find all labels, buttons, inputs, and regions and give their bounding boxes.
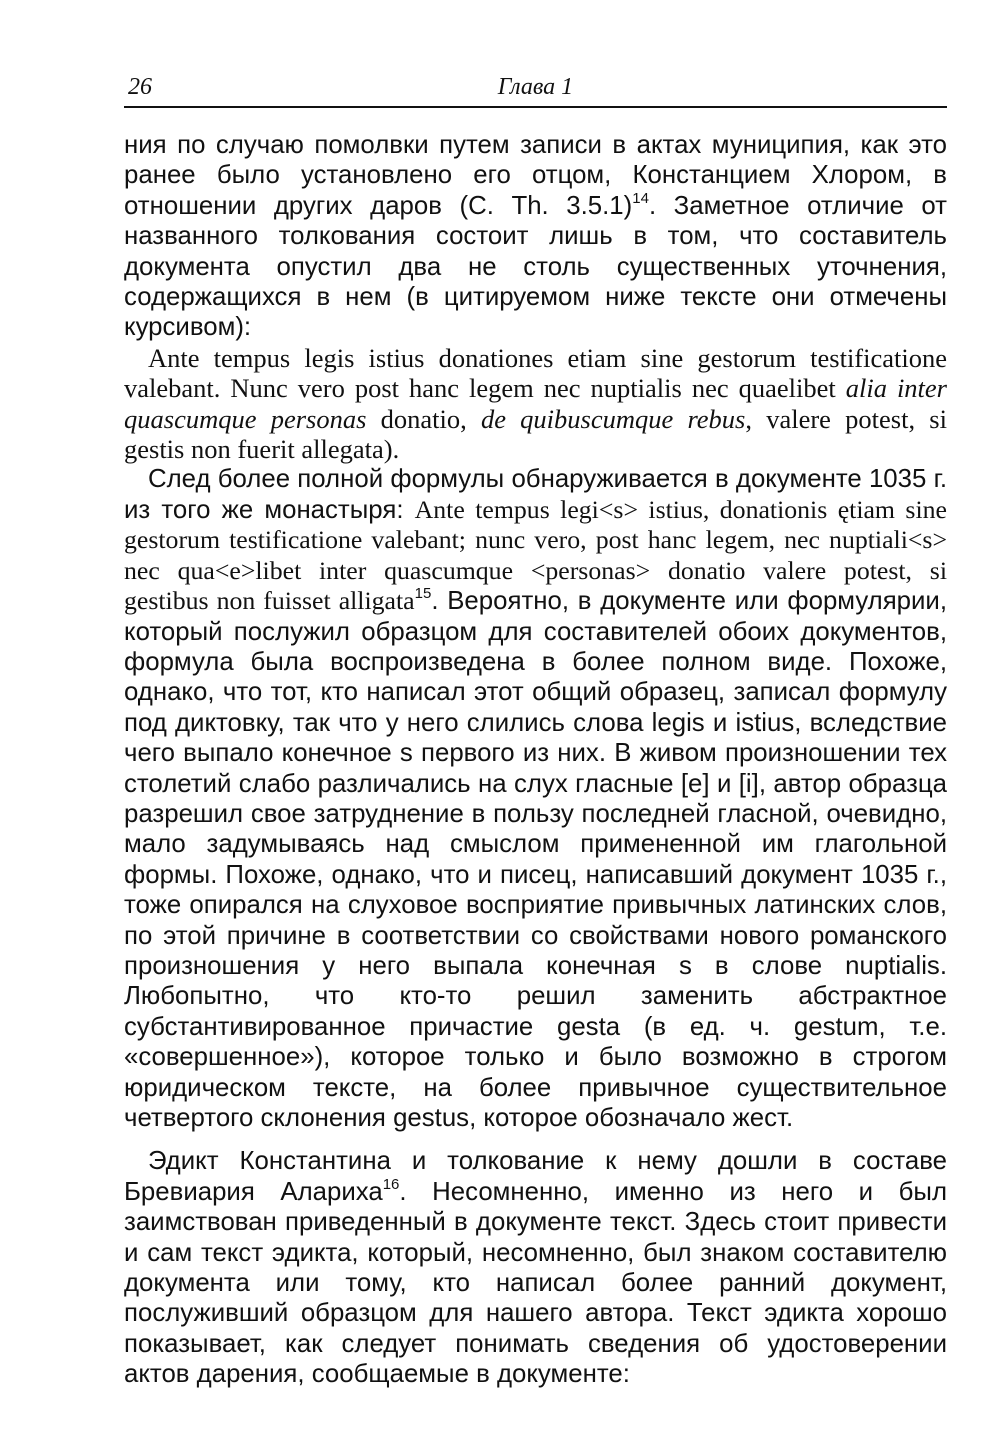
paragraph-1: ния по случаю помолвки путем записи в актах муниципия, как это ранее было установлено его отцом, Констанцием Хлором, в отношении других даров (С. Th. 3.5.1)$^{14}$. Заметное отличие от названного толкования состоит лишь в том, что составитель документа опустил два не столь существенных уточнения, содержащихся в нем (в цитируемом ниже тексте они отмечены курсивом): (124, 131, 947, 342)
footnote-ref-15: 15 (414, 585, 432, 603)
running-head: Глава 1 (497, 74, 574, 100)
page-header (124, 74, 947, 104)
italic-phrase: alia inter quascumque personas (124, 373, 947, 434)
paragraph-2: След более полной формулы обнаруживается в документе 1035 г. из того же монастыря: Ante tempus legi<s> istius, donationis ętiam sine gestorum testificatione valebant; nunc vero, post hanc legem, nec nuptiali<s> nec qua<e>libet inter quascumque <personas> donatio valere potest, si gestibus non fuisset alligata$^{15}$. Вероятно, в документе или формулярии, который послужил образцом для составителей обоих документов, формула была воспроизведена в более полном виде. Похоже, однако, что тот, кто написал этот общий образец, записал формулу под диктовку, так что у него слились слова legis и istius, вследствие чего выпало конечное s первого из них. В живом произношении тех столетий слабо различались на слух гласные [e] и [i], автор образца разрешил свое затруднение в пользу последней гласной, очевидно, мало задумываясь над смыслом примененной им глагольной формы. Похоже, однако, что и писец, написавший документ 1035 г., тоже опирался на слуховое восприятие привычных латинских слов, по этой причине в соответствии со свойствами нового романского произношения у него выпала конечная s в слове nuptialis. Любопытно, что кто-то решил заменить абстрактное субстантивированное причастие gesta (в ед. ч. gestum, т.е. «совершенное»), которое только и было возможно в строгом юридическом тексте, на более привычное существительное четвертого склонения gestus, которое обозначало жест. (124, 465, 948, 1132)
footnote-ref-14: 14 (632, 189, 649, 207)
italic-phrase: de quibuscumque rebus (480, 403, 746, 434)
latin-quote: Ante tempus legis istius donationes etiam sine gestorum testificatione valebant. Nunc vero post hanc legem nec nuptialis nec quaelibet alia inter quascumque personas donatio, de quibuscumque rebus, valere potest, si gestis non fuerit allegata). (124, 342, 947, 465)
header-rule (124, 106, 947, 108)
body-text (124, 130, 947, 1390)
page-number: 26 (128, 74, 152, 100)
latin-formula: Ante tempus legi<s> istius, donationis ętiam sine gestorum testificatione valebant; nunc vero, post hanc legem, nec nuptiali<s> nec qua<e>libet inter quascumque <personas> donatio valere potest, si gestibus non fuisset alligata (124, 494, 947, 616)
paragraph-3: Эдикт Константина и толкование к нему дошли в составе Бревиария Алариха$^{16}$. Несомненно, именно из него и был заимствован приведенный в документе текст. Здесь стоит привести и сам текст эдикта, который, несомненно, был знаком составителю документа или тому, кто написал более ранний документ, послуживший образцом для нашего автора. Текст эдикта хорошо показывает, как следует понимать сведения об удостоверении актов дарения, сообщаемые в документе: (124, 1147, 948, 1389)
footnote-ref-16: 16 (382, 1175, 400, 1193)
